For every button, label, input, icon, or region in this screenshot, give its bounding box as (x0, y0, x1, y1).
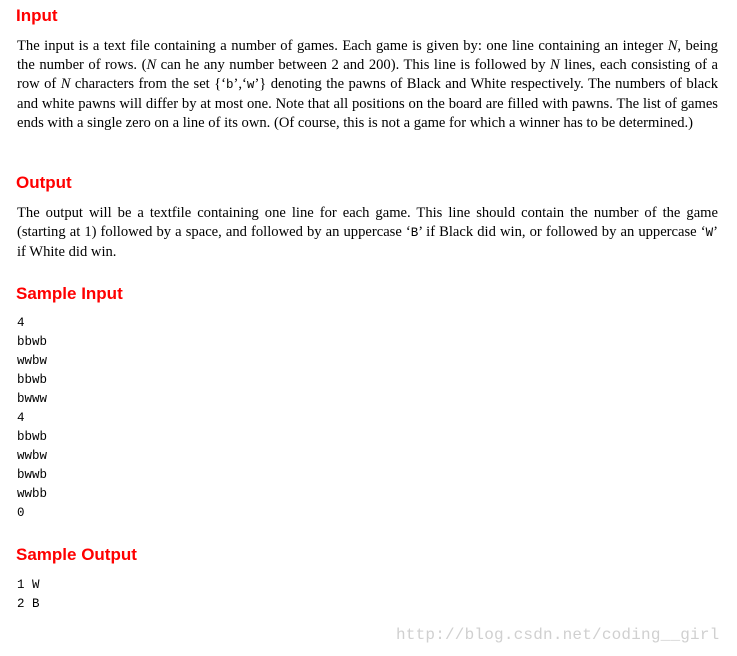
code-line: bbwb (17, 430, 48, 444)
code-line: bwwb (17, 468, 48, 482)
sample-output-block (17, 576, 40, 614)
input-description: The input is a text file containing a number of games. Each game is given by: one line containing an integer N, being the number of rows. (N can he any number between 2 and 200). This line is followed by N lines, each consisting of a row of N characters from the set {‘b’,‘w’} denoting the pawns of Black and White respectively. The numbers of black and white pawns will differ by at most one. Note that all positions on the board are filled with pawns. The list of games ends with a single zero on a line of its own. (Of course, this is not a game for which a winner has to be determined.) (17, 38, 718, 131)
sample-output-heading: Sample Output (16, 545, 137, 564)
watermark-url: http://blog.csdn.net/coding__girl (396, 626, 720, 644)
sample-input-heading: Sample Input (16, 284, 123, 303)
code-line: bbwb (17, 373, 48, 387)
sample-input-block (17, 314, 47, 523)
code-line: 2 B (17, 597, 40, 611)
code-line: 0 (17, 506, 25, 520)
code-line: wwbw (17, 449, 48, 463)
code-line: bbwb (17, 335, 48, 349)
input-heading: Input (16, 6, 58, 25)
code-line: 4 (17, 316, 25, 330)
output-heading: Output (16, 173, 72, 192)
code-line: wwbb (17, 487, 48, 501)
output-description: The output will be a textfile containing one line for each game. This line should contain the number of the game (starting at 1) followed by a space, and followed by an uppercase ‘B’ if Black did win, or followed by an uppercase ‘W’ if White did win. (17, 205, 718, 260)
code-line: 4 (17, 411, 25, 425)
code-line: 1 W (17, 578, 40, 592)
code-line: wwbw (17, 354, 48, 368)
code-line: bwww (17, 392, 48, 406)
